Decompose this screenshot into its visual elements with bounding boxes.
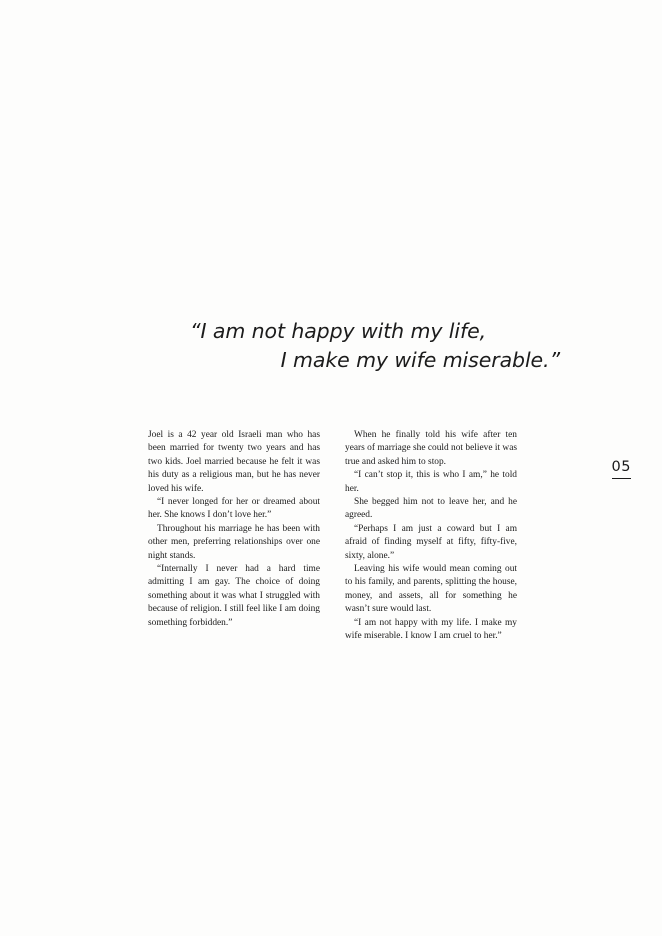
pull-quote [190,317,570,375]
body-text-columns [148,429,517,644]
pull-quote-line-1: “I am not happy with my life, [190,318,487,343]
paragraph: “I am not happy with my life. I make my wife miserable. I know I am cruel to her.” [345,617,517,642]
paragraph: “I never longed for her or dreamed about her. She knows I don’t love her.” [148,497,320,521]
paragraph: Joel is a 42 year old Israeli man who has been married for twenty two years and has two kids. Joel married because he felt it was his duty as a religious man, but he has never loved his wife. [148,430,320,494]
page-number: 05 [612,460,631,479]
paragraph: Throughout his marriage he has been with other men, preferring relationships over one night stands. [148,523,320,561]
paragraph: Leaving his wife would mean coming out to his family, and parents, splitting the house, money, and assets, all for something he wasn’t sure would last. [345,564,517,615]
left-column [148,429,320,644]
paragraph: “Perhaps I am just a coward but I am afraid of finding myself at fifty, fifty-five, sixty, alone.” [345,523,517,561]
paragraph: When he finally told his wife after ten years of marriage she could not believe it was true and asked him to stop. [345,430,517,467]
paragraph: “I can’t stop it, this is who I am,” he told her. [345,470,517,494]
right-column [345,429,517,644]
pull-quote-line-2: I make my wife miserable.” [280,347,560,372]
paragraph: She begged him not to leave her, and he agreed. [345,497,517,521]
paragraph: “Internally I never had a hard time admitting I am gay. The choice of doing something about it was what I struggled with because of religion. I still feel like I am doing something forbidden.” [148,564,320,628]
